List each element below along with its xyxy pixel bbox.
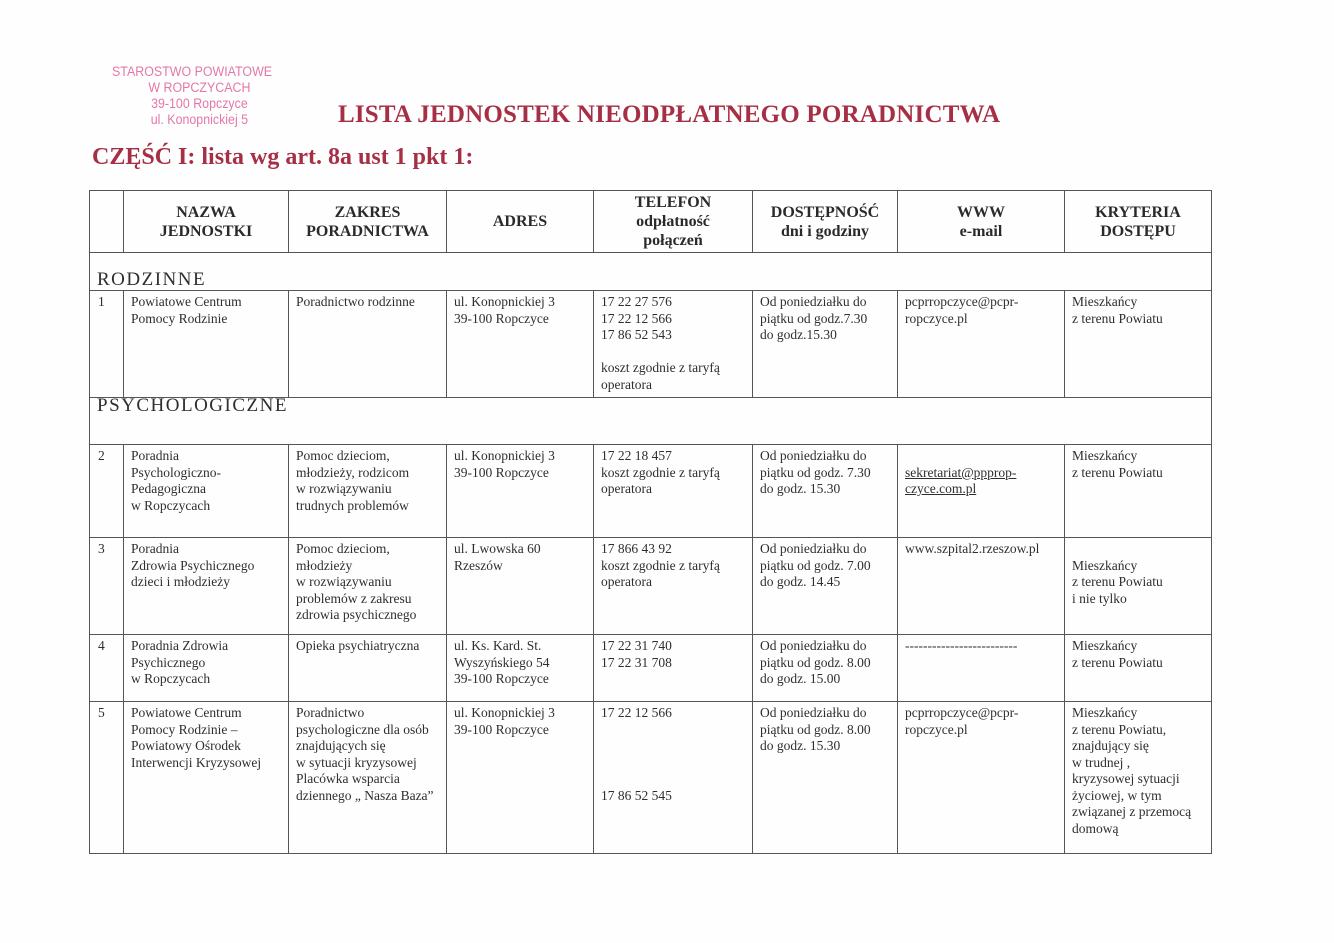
cell-line: Pomoc dzieciom, (296, 541, 390, 556)
address-cell (447, 538, 594, 635)
cell-line: trudnych problemów (296, 497, 409, 513)
cell-line: Powiatowe Centrum (131, 294, 242, 309)
address-cell (447, 635, 594, 702)
cell-line: koszt zgodnie z taryfą (601, 557, 720, 573)
cell-line: Od poniedziałku do (760, 294, 867, 309)
col-header-phone (594, 191, 753, 253)
cell-line: Mieszkańcy (1072, 294, 1138, 309)
cell-line: 39-100 Ropczyce (454, 671, 549, 686)
cell-line: 39-100 Ropczyce (454, 464, 549, 480)
cell-line: ul. Konopnickiej 3 (454, 294, 555, 309)
cell-line (905, 448, 1058, 465)
cell-line: z terenu Powiatu (1072, 654, 1163, 670)
cell-line: znajdujący się (1072, 738, 1149, 753)
header-line: TELEFON (634, 194, 712, 211)
www-email-cell (898, 291, 1065, 398)
availability-cell (753, 702, 898, 854)
section-label: PSYCHOLOGICZNE (90, 398, 1212, 445)
table-header-row (90, 191, 1212, 253)
cell-line: dzieci i młodzieży (131, 574, 230, 589)
table-row (90, 445, 1212, 538)
header-line: e-mail (959, 222, 1003, 240)
www-email-cell (898, 635, 1065, 702)
cell-line: w rozwiązywaniu (296, 481, 392, 496)
address-cell (447, 445, 594, 538)
cell-line: w sytuacji kryzysowej (296, 754, 417, 770)
cell-line (601, 771, 746, 788)
cell-line: piątku od godz. 7.00 (760, 557, 871, 573)
document-subtitle: CZĘŚĆ I: lista wg art. 8a ust 1 pkt 1: (92, 144, 474, 170)
unit-name-cell (124, 445, 289, 538)
stamp-line: W ROPCZYCACH (148, 80, 251, 95)
unit-name-cell (124, 702, 289, 854)
phone-cell (594, 635, 753, 702)
criteria-cell (1065, 291, 1212, 398)
cell-line: znajdujących się (296, 738, 386, 753)
cell-line: Poradnia (131, 448, 179, 463)
cell-line: Pomoc dzieciom, (296, 448, 390, 463)
cell-line: 39-100 Ropczyce (454, 310, 549, 326)
www-email-link[interactable]: www.szpital2.rzeszow.pl (905, 541, 1040, 556)
www-email-link[interactable]: pcprropczyce@pcpr- (905, 294, 1019, 309)
cell-line: Powiatowy Ośrodek (131, 738, 241, 753)
cell-line: Mieszkańcy (1072, 705, 1138, 720)
scope-cell (289, 635, 447, 702)
office-stamp (112, 64, 287, 128)
header-line: DOSTĘPNOŚĆ (770, 203, 880, 221)
unit-name-cell (124, 291, 289, 398)
col-header-address (447, 191, 594, 253)
cell-line: piątku od godz. 7.30 (760, 464, 871, 480)
cell-line: Poradnictwo (296, 705, 365, 720)
cell-line: życiowej, w tym (1072, 787, 1162, 803)
cell-line: młodzieży (296, 557, 353, 573)
address-cell (447, 291, 594, 398)
header-line: DOSTĘPU (1100, 222, 1176, 240)
cell-line: Rzeszów (454, 557, 503, 573)
cell-line: Mieszkańcy (1072, 557, 1138, 573)
criteria-cell (1065, 702, 1212, 854)
cell-line: 17 866 43 92 (601, 541, 672, 556)
header-line: NAZWA (176, 203, 236, 221)
col-header-criteria (1065, 191, 1212, 253)
table-body (90, 253, 1212, 854)
unit-name-cell (124, 538, 289, 635)
www-email-link[interactable]: ropczyce.pl (905, 721, 968, 737)
row-number-cell: 1 (90, 291, 124, 398)
cell-line: z terenu Powiatu (1072, 310, 1163, 326)
cell-line: 39-100 Ropczyce (454, 721, 549, 737)
cell-line: młodzieży, rodzicom (296, 464, 410, 480)
scope-cell (289, 702, 447, 854)
phone-cell (594, 291, 753, 398)
cell-line: Od poniedziałku do (760, 638, 867, 653)
cell-line: 17 86 52 545 (601, 787, 672, 803)
availability-cell (753, 291, 898, 398)
www-email-link[interactable]: pcprropczyce@pcpr- (905, 705, 1019, 720)
header-line: ZAKRES (334, 203, 401, 221)
www-email-link[interactable]: sekretariat@ppprop- (905, 464, 1017, 480)
cell-line: w rozwiązywaniu (296, 574, 392, 589)
cell-line: Mieszkańcy (1072, 638, 1138, 653)
table-row (90, 538, 1212, 635)
cell-line: kryzysowej sytuacji (1072, 771, 1180, 786)
header-line: odpłatność (636, 213, 710, 230)
section-label: RODZINNE (90, 253, 1212, 291)
criteria-cell (1065, 635, 1212, 702)
cell-line: piątku od godz. 8.00 (760, 654, 871, 670)
row-number-cell: 4 (90, 635, 124, 702)
cell-line: 17 22 31 740 (601, 638, 672, 653)
col-header-number (90, 191, 124, 253)
cell-line: Od poniedziałku do (760, 705, 867, 720)
cell-line: Poradnia Zdrowia (131, 638, 229, 653)
address-cell (447, 702, 594, 854)
cell-line: z terenu Powiatu, (1072, 721, 1167, 737)
header-line: JEDNOSTKI (159, 222, 253, 240)
cell-line: Opieka psychiatryczna (296, 638, 420, 653)
cell-line (1072, 541, 1205, 558)
cell-line: Interwencji Kryzysowej (131, 754, 262, 770)
phone-cell (594, 538, 753, 635)
cell-line: Pomocy Rodzinie (131, 310, 228, 326)
table-row (90, 635, 1212, 702)
cell-line: operatora (601, 481, 652, 496)
header-line: dni i godziny (780, 222, 870, 240)
cell-line: 17 22 12 566 (601, 705, 672, 720)
cell-line: do godz. 15.30 (760, 481, 841, 496)
scope-cell (289, 291, 447, 398)
cell-line: Pedagogiczna (131, 481, 206, 496)
www-email-cell (898, 702, 1065, 854)
unit-name-cell (124, 635, 289, 702)
cell-line: Od poniedziałku do (760, 541, 867, 556)
cell-line (601, 738, 746, 755)
availability-cell (753, 635, 898, 702)
col-header-www-email (898, 191, 1065, 253)
cell-line: Poradnictwo rodzinne (296, 294, 415, 309)
header-line: ADRES (492, 213, 548, 230)
cell-line: do godz.15.30 (760, 327, 837, 342)
cell-line: Mieszkańcy (1072, 448, 1138, 463)
cell-line: Wyszyńskiego 54 (454, 654, 550, 670)
cell-line: operatora (601, 376, 652, 392)
header-line: WWW (957, 203, 1005, 221)
row-number-cell: 2 (90, 445, 124, 538)
cell-line: 17 22 31 708 (601, 654, 672, 670)
header-line: KRYTERIA (1095, 203, 1181, 221)
cell-line: Pomocy Rodzinie – (131, 721, 238, 737)
cell-line: dziennego „ Nasza Baza” (296, 787, 434, 803)
cell-line: w Ropczycach (131, 497, 211, 513)
scope-cell (289, 445, 447, 538)
cell-line: i nie tylko (1072, 590, 1127, 606)
scope-cell (289, 538, 447, 635)
cell-line: Poradnia (131, 541, 179, 556)
cell-line: Psychologiczno- (131, 464, 221, 480)
cell-line: ------------------------- (905, 638, 1018, 653)
availability-cell (753, 538, 898, 635)
table-row (90, 291, 1212, 398)
cell-line: koszt zgodnie z taryfą (601, 360, 720, 375)
cell-line: z terenu Powiatu (1072, 574, 1163, 589)
cell-line: zdrowia psychicznego (296, 607, 417, 622)
phone-cell (594, 702, 753, 854)
document-title: LISTA JEDNOSTEK NIEODPŁATNEGO PORADNICTWA (338, 101, 1001, 128)
cell-line: ul. Lwowska 60 (454, 541, 541, 556)
cell-line: Psychicznego (131, 654, 206, 670)
stamp-line: ul. Konopnickiej 5 (150, 112, 249, 127)
section-header-row (90, 398, 1212, 445)
cell-line: psychologiczne dla osób (296, 721, 429, 737)
col-header-availability (753, 191, 898, 253)
row-number-cell: 5 (90, 702, 124, 854)
cell-line: 17 86 52 543 (601, 327, 672, 342)
cell-line: ul. Ks. Kard. St. (454, 638, 542, 653)
cell-line: w trudnej , (1072, 754, 1131, 770)
availability-cell (753, 445, 898, 538)
cell-line: do godz. 15.00 (760, 671, 841, 686)
header-line: PORADNICTWA (306, 222, 429, 240)
counseling-units-table (89, 190, 1212, 854)
cell-line: Od poniedziałku do (760, 448, 867, 463)
cell-line: do godz. 14.45 (760, 574, 841, 589)
stamp-line: 39-100 Ropczyce (151, 96, 248, 111)
cell-line: związanej z przemocą (1072, 804, 1192, 819)
cell-line (601, 344, 746, 361)
cell-line: Powiatowe Centrum (131, 705, 242, 720)
cell-line (601, 755, 746, 772)
col-header-unit-name (124, 191, 289, 253)
cell-line: piątku od godz. 8.00 (760, 721, 871, 737)
cell-line: Zdrowia Psychicznego (131, 557, 255, 573)
header-line: połączeń (643, 232, 703, 249)
cell-line: Placówka wsparcia (296, 771, 400, 786)
cell-line: w Ropczycach (131, 671, 211, 686)
table-row (90, 702, 1212, 854)
cell-line: z terenu Powiatu (1072, 464, 1163, 480)
cell-line: 17 22 18 457 (601, 448, 672, 463)
phone-cell (594, 445, 753, 538)
cell-line: piątku od godz.7.30 (760, 310, 868, 326)
criteria-cell (1065, 538, 1212, 635)
section-header-row (90, 253, 1212, 291)
stamp-line: STAROSTWO POWIATOWE (112, 64, 273, 79)
cell-line: domową (1072, 820, 1119, 836)
www-email-cell (898, 445, 1065, 538)
cell-line: ul. Konopnickiej 3 (454, 448, 555, 463)
row-number-cell: 3 (90, 538, 124, 635)
www-email-cell (898, 538, 1065, 635)
www-email-link[interactable]: ropczyce.pl (905, 310, 968, 326)
cell-line: do godz. 15.30 (760, 738, 841, 753)
cell-line: 17 22 27 576 (601, 294, 672, 309)
www-email-link[interactable]: czyce.com.pl (905, 481, 977, 496)
cell-line: ul. Konopnickiej 3 (454, 705, 555, 720)
col-header-scope (289, 191, 447, 253)
criteria-cell (1065, 445, 1212, 538)
cell-line: 17 22 12 566 (601, 310, 672, 326)
cell-line: problemów z zakresu (296, 590, 412, 606)
cell-line: koszt zgodnie z taryfą (601, 464, 720, 480)
cell-line (601, 722, 746, 739)
cell-line: operatora (601, 574, 652, 589)
